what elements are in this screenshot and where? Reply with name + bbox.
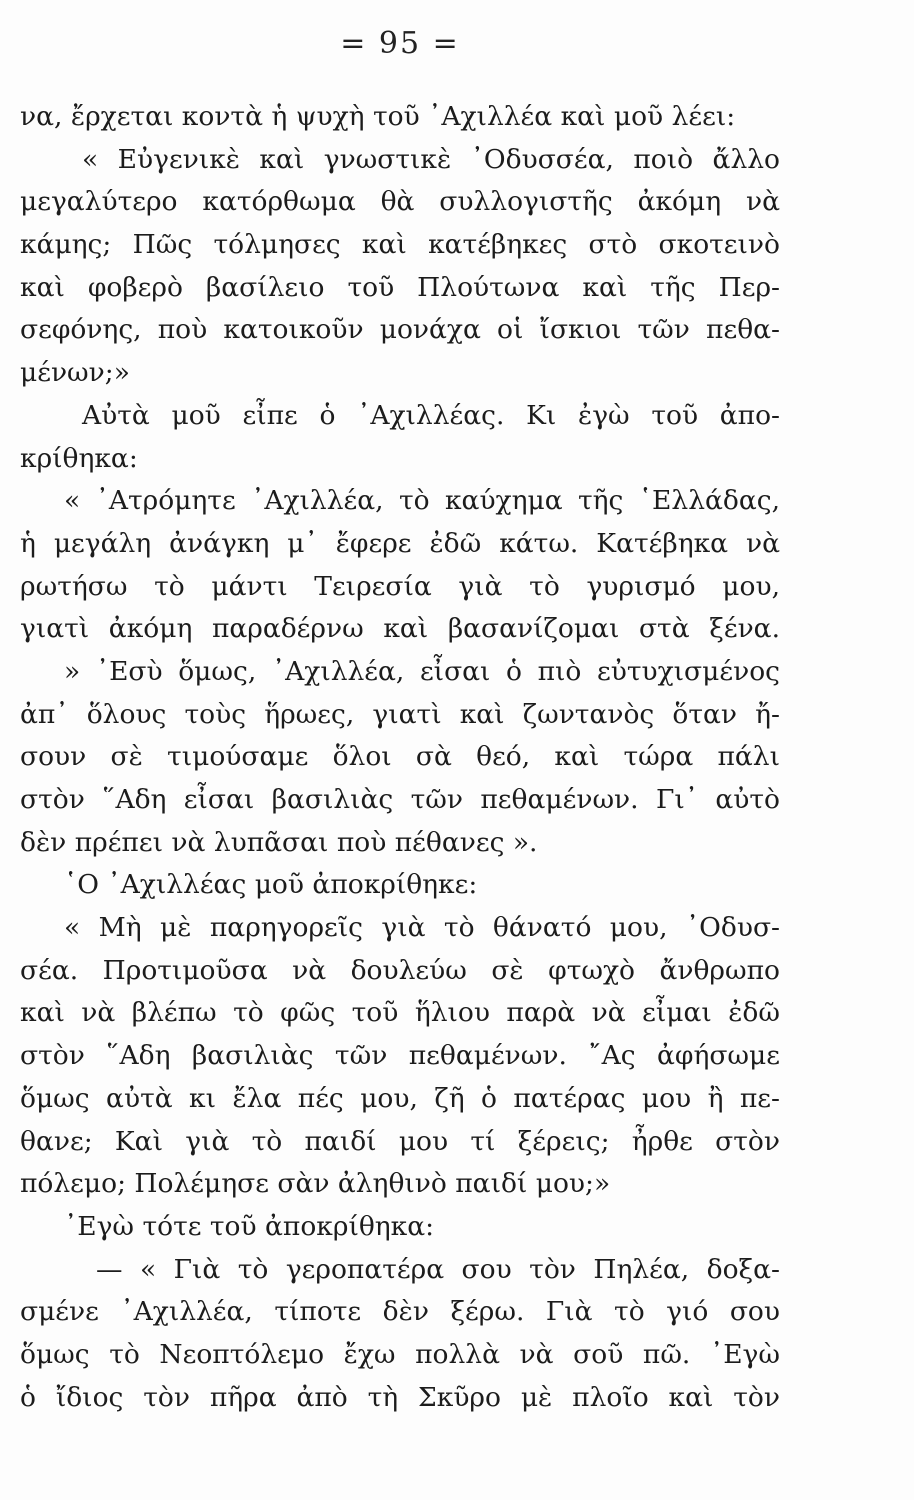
- text-line: ὁ ἴδιος τὸν πῆρα ἀπὸ τὴ Σκῦρο μὲ πλοῖο καὶ τὸν: [20, 1381, 780, 1413]
- text-line: σεφόνης, ποὺ κατοικοῦν μονάχα οἱ ἴσκιοι τῶν πεθα-: [20, 314, 780, 346]
- text-line: « Μὴ μὲ παρηγορεῖς γιὰ τὸ θάνατό μου, ᾿Οδυσ-: [64, 912, 780, 944]
- text-line: σμένε ᾿Αχιλλέα, τίποτε δὲν ξέρω. Γιὰ τὸ γιό σου: [20, 1296, 780, 1328]
- text-line: να, ἔρχεται κοντὰ ἡ ψυχὴ τοῦ ᾿Αχιλλέα καὶ μοῦ λέει:: [20, 101, 736, 132]
- text-line: « Εὐγενικὲ καὶ γνωστικὲ ᾿Οδυσσέα, ποιὸ ἄλλο: [82, 143, 780, 175]
- text-line: » ᾿Εσὺ ὅμως, ᾿Αχιλλέα, εἶσαι ὁ πιὸ εὐτυχισμένος: [64, 655, 780, 687]
- text-line: στὸν ῞Αδη βασιλιὰς τῶν πεθαμένων. ῎Ας ἀφήσωμε: [20, 1040, 780, 1072]
- text-line: ὅμως τὸ Νεοπτόλεμο ἔχω πολλὰ νὰ σοῦ πῶ. ᾿Εγὼ: [20, 1338, 780, 1370]
- body-text: [20, 96, 780, 1419]
- text-line: ἡ μεγάλη ἀνάγκη μ᾿ ἔφερε ἐδῶ κάτω. Κατέβηκα νὰ: [20, 527, 780, 559]
- text-line: καὶ νὰ βλέπω τὸ φῶς τοῦ ἥλιου παρὰ νὰ εἶμαι ἐδῶ: [20, 997, 780, 1029]
- text-line: ρωτήσω τὸ μάντι Τειρεσία γιὰ τὸ γυρισμό μου,: [20, 570, 780, 602]
- text-line: καὶ φοβερὸ βασίλειο τοῦ Πλούτωνα καὶ τῆς Περ-: [20, 271, 780, 303]
- text-line: ἀπ᾿ ὅλους τοὺς ἥρωες, γιατὶ καὶ ζωντανὸς ὅταν ἤ-: [20, 698, 780, 730]
- text-line: ῾Ο ᾿Αχιλλέας μοῦ ἀποκρίθηκε:: [64, 869, 478, 901]
- text-line: κρίθηκα:: [20, 442, 138, 474]
- text-line: δὲν πρέπει νὰ λυπᾶσαι ποὺ πέθανες ».: [20, 826, 538, 858]
- text-line: « ᾿Ατρόμητε ᾿Αχιλλέα, τὸ καύχημα τῆς ῾Ελλάδας,: [64, 485, 780, 517]
- text-line: μεγαλύτερο κατόρθωμα θὰ συλλογιστῆς ἀκόμη νὰ: [20, 186, 780, 218]
- page-number: = 95 =: [340, 26, 460, 61]
- text-line: σουν σὲ τιμούσαμε ὅλοι σὰ θεό, καὶ τώρα πάλι: [20, 741, 780, 773]
- text-line: ᾿Εγὼ τότε τοῦ ἀποκρίθηκα:: [64, 1210, 435, 1242]
- text-line: κάμης; Πῶς τόλμησες καὶ κατέβηκες στὸ σκοτεινὸ: [20, 229, 780, 261]
- text-line: θανε; Καὶ γιὰ τὸ παιδί μου τί ξέρεις; ἦρθε στὸν: [20, 1125, 780, 1157]
- text-line: — « Γιὰ τὸ γεροπατέρα σου τὸν Πηλέα, δοξα-: [96, 1253, 780, 1285]
- text-line: στὸν ῞Αδη εἶσαι βασιλιὰς τῶν πεθαμένων. Γι᾿ αὐτὸ: [20, 784, 780, 815]
- text-line: πόλεμο; Πολέμησε σὰν ἀληθινὸ παιδί μου;»: [20, 1168, 611, 1200]
- text-line: μένων;»: [20, 357, 130, 389]
- text-line: Αὐτὰ μοῦ εἶπε ὁ ᾿Αχιλλέας. Κι ἐγὼ τοῦ ἀπο-: [82, 399, 780, 431]
- text-line: ὅμως αὐτὰ κι ἔλα πές μου, ζῆ ὁ πατέρας μου ἢ πε-: [20, 1082, 780, 1114]
- text-line: σέα. Προτιμοῦσα νὰ δουλεύω σὲ φτωχὸ ἄνθρωπο: [20, 954, 780, 986]
- text-line: γιατὶ ἀκόμη παραδέρνω καὶ βασανίζομαι στὰ ξένα.: [20, 613, 780, 645]
